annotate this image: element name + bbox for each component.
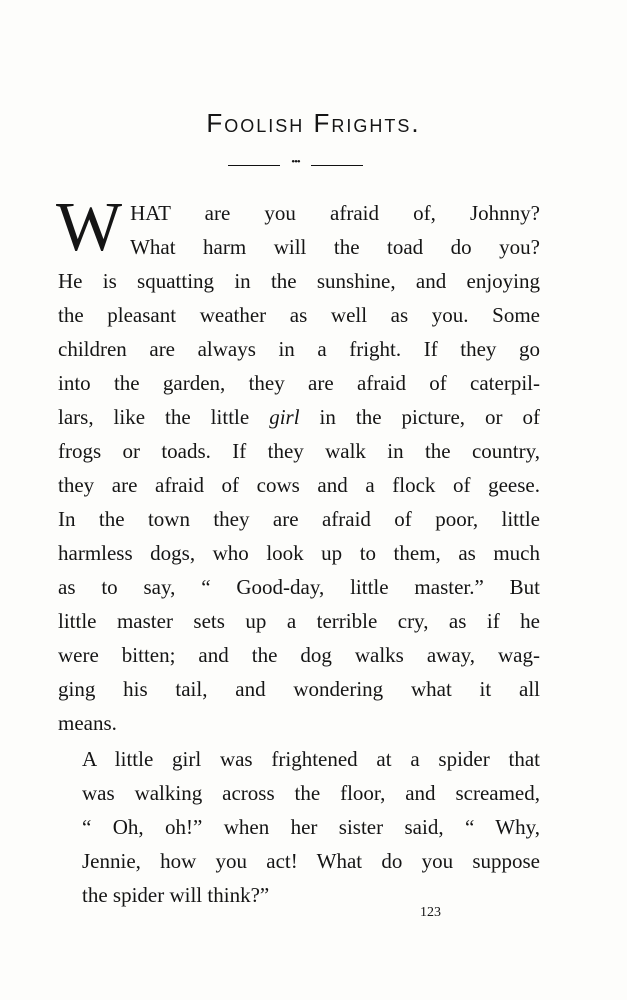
text-line: means. — [58, 711, 117, 735]
text-line: the pleasant weather as well as you. Some — [58, 303, 540, 327]
text-line: harmless dogs, who look up to them, as much — [58, 541, 540, 565]
text-segment: in the picture, or of — [319, 405, 541, 429]
text-line: children are always in a fright. If they go — [58, 337, 540, 361]
text-line: He is squatting in the sunshine, and enjoying — [58, 269, 540, 293]
text-line: was walking across the floor, and screamed, — [82, 781, 540, 805]
text-line: they are afraid of cows and a flock of geese. — [58, 473, 540, 497]
text-line: little master sets up a terrible cry, as if he — [58, 609, 540, 633]
body-text — [56, 189, 541, 912]
italic-word: girl — [269, 405, 300, 429]
drop-cap: W — [56, 189, 123, 266]
ornament-dots: ••• — [291, 156, 300, 168]
text-line: HAT are you afraid of, Johnny? — [130, 201, 540, 225]
ornament-rule-right — [311, 165, 363, 166]
text-line: “ Oh, oh!” when her sister said, “ Why, — [82, 815, 540, 839]
text-line: In the town they are afraid of poor, little — [58, 507, 540, 531]
paragraph-2 — [58, 742, 540, 912]
text-line-with-italic — [58, 400, 540, 434]
chapter-title: Foolish Frights. — [206, 108, 421, 138]
paragraph-1 — [56, 189, 541, 740]
text-line: were bitten; and the dog walks away, wag- — [58, 643, 540, 667]
text-line: the spider will think?” — [82, 883, 270, 907]
text-line: A little girl was frightened at a spider that — [82, 747, 540, 771]
text-line: as to say, “ Good-day, little master.” But — [58, 575, 540, 599]
title-ornament — [228, 156, 363, 172]
text-segment: lars, like the little — [58, 405, 250, 429]
ornament-rule-left — [228, 165, 280, 166]
text-line: into the garden, they are afraid of caterpil- — [58, 371, 540, 395]
text-line: What harm will the toad do you? — [130, 235, 540, 259]
page-number: 123 — [420, 905, 441, 920]
text-line: ging his tail, and wondering what it all — [58, 677, 540, 701]
text-line: Jennie, how you act! What do you suppose — [82, 849, 540, 873]
text-line: frogs or toads. If they walk in the country, — [58, 439, 540, 463]
